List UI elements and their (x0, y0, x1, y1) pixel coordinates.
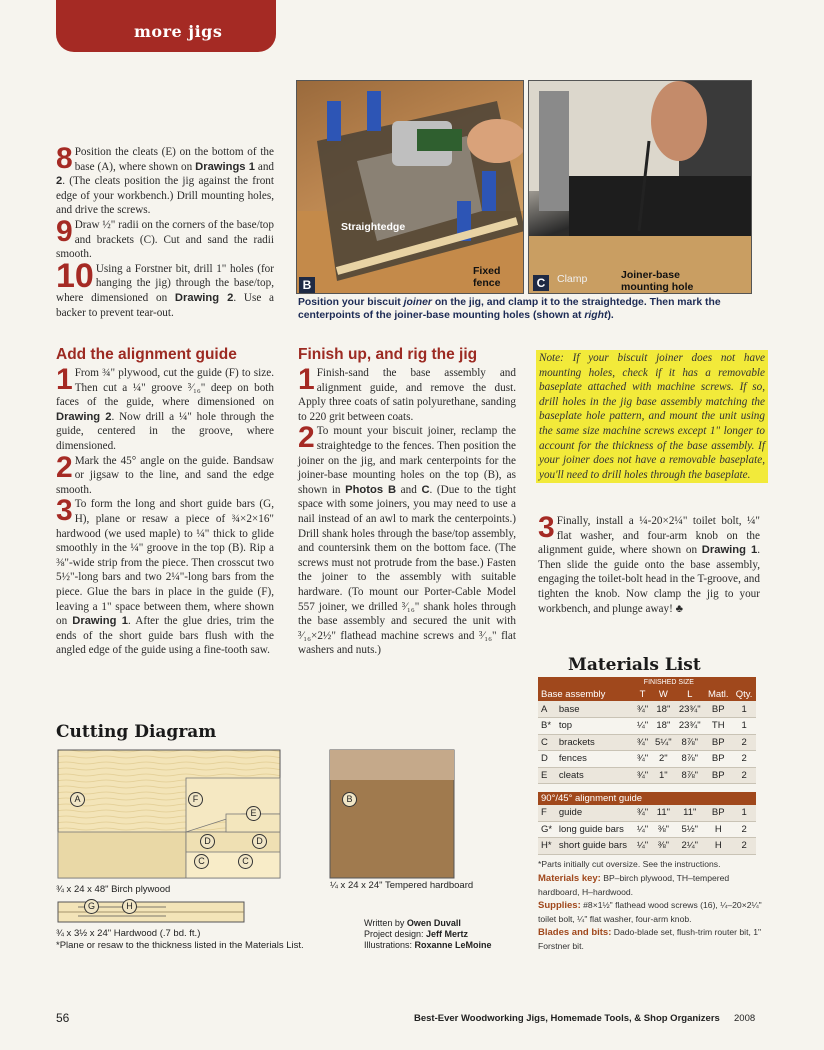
table-cell: 18" (652, 701, 676, 718)
table-cell: TH (704, 718, 732, 735)
part-marker-d2: D (252, 834, 267, 849)
table-row (538, 767, 756, 784)
page-number: 56 (56, 1011, 70, 1025)
label-fixed-fence: Fixed fence (473, 265, 501, 289)
table-cell: BP (704, 734, 732, 751)
table-cell: 1 (732, 718, 756, 735)
table-header-row: FINISHED SIZE (538, 677, 756, 688)
align-step-3: 3 To form the long and short guide bars (G, H), plane or resaw a piece of ¾×2×16" hardwood (we used maple) to ¼" thick to glide smoothly in the ¼" groove in the top (B). Rip a ⅜"-wide strip from the piece. Then crosscut two 5½"-long bars and two 2¼"-long bars from the piece. Glue the bars in place in the guide (F), leaving a 1" space between them, where shown on Drawing 1. After the glue dries, trim the ends of the short guide bars flush with the angled edge of the guide using a fine-tooth saw. (56, 494, 275, 657)
label-straightedge: Straightedge (341, 221, 406, 233)
table-cell: base (556, 701, 634, 718)
table-cell: fences (556, 751, 634, 768)
materials-list-title: Materials List (568, 655, 701, 675)
table-cell: 5¼" (652, 734, 676, 751)
table-cell: long guide bars (556, 821, 634, 838)
table-cell: A (538, 701, 556, 718)
heading-finish-up: Finish up, and rig the jig (298, 346, 478, 363)
table-cell: F (538, 805, 556, 822)
materials-table (538, 677, 756, 855)
table-cell: 8⅞" (675, 734, 704, 751)
credit-design: Project design: Jeff Mertz (364, 929, 469, 939)
table-cell: 5½" (675, 821, 704, 838)
column-1-top (56, 142, 275, 320)
table-cell: H (704, 821, 732, 838)
finish-step-1: 1 Finish-sand the base assembly and alignment guide, and remove the dust. Apply three coats of satin polyurethane, sanding to 220 grit between coats. (298, 363, 516, 423)
photo-c-badge: C (533, 275, 549, 291)
part-marker-f: F (188, 792, 203, 807)
photo-c (528, 80, 752, 294)
table-cell: 2 (732, 751, 756, 768)
table-cell: ¼" (633, 821, 651, 838)
table-cell: ⅜" (652, 838, 676, 855)
finish-step-3: 3 Finally, install a ¼-20×2¼" toilet bolt, ¼" flat washer, and four-arm knob on the alignment guide, where shown on Drawing 1. Then slide the guide onto the base assembly, engaging the toilet-bolt head in the T-groove, and tighten the knob. Now clamp the jig to your workbench, and plunge away! ♣ (538, 511, 760, 615)
table-cell: C (538, 734, 556, 751)
table-cell: 1" (652, 767, 676, 784)
table-row (538, 751, 756, 768)
cutting-footnote: *Plane or resaw to the thickness listed in the Materials List. (56, 940, 304, 951)
table-cell: G* (538, 821, 556, 838)
table-group-row: 90°/45° alignment guide (538, 792, 756, 805)
table-cell: ¼" (633, 718, 651, 735)
label-tempered-hardboard: ¼ x 24 x 24" Tempered hardboard (330, 880, 474, 891)
credit-illustrations: Illustrations: Roxanne LeMoine (364, 940, 492, 950)
table-cell: 11" (652, 805, 676, 822)
materials-key: Materials key: BP–birch plywood, TH–tempered hardboard, H–hardwood. (538, 873, 730, 897)
table-cell: 18" (652, 718, 676, 735)
table-header-row: Base assembly T W L Matl. Qty. (538, 688, 756, 701)
table-cell: 2 (732, 838, 756, 855)
label-clamp: Clamp (557, 273, 588, 285)
table-cell: 8⅞" (675, 767, 704, 784)
table-cell: BP (704, 805, 732, 822)
step-9: 9 Draw ½" radii on the corners of the base/top and brackets (C). Cut and sand the radii smooth. (56, 214, 274, 261)
table-cell: BP (704, 767, 732, 784)
column-2 (298, 363, 517, 658)
step-8: 8 Position the cleats (E) on the bottom of the base (A), where shown on Drawings 1 and 2. (The cleats position the jig against the front edge of your workbench.) Drill mounting holes, and drive the screws. (56, 142, 275, 217)
table-cell: brackets (556, 734, 634, 751)
part-marker-b: B (342, 792, 357, 807)
part-marker-d1: D (200, 834, 215, 849)
table-cell: top (556, 718, 634, 735)
table-cell: D (538, 751, 556, 768)
cutting-diagram-title: Cutting Diagram (56, 722, 217, 742)
table-cell: BP (704, 701, 732, 718)
heading-alignment-guide: Add the alignment guide (56, 346, 237, 363)
materials-footnote: *Parts initially cut oversize. See the instructions. (538, 859, 721, 869)
label-hardwood: ¾ x 3½ x 24" Hardwood (.7 bd. ft.) (56, 928, 201, 939)
part-marker-e: E (246, 806, 261, 821)
table-cell: 8⅞" (675, 751, 704, 768)
table-cell: H (704, 838, 732, 855)
part-marker-a: A (70, 792, 85, 807)
table-cell: short guide bars (556, 838, 634, 855)
align-step-1: 1 From ¾" plywood, cut the guide (F) to size. Then cut a ¼" groove ³⁄₁₆" deep on both faces of the guide, where dimensioned on Drawing 2. Now drill a ¼" hole through the guide, centered in the groove, where dimensioned. (56, 363, 274, 452)
table-cell: cleats (556, 767, 634, 784)
part-marker-g: G (84, 899, 99, 914)
table-cell: 2 (732, 734, 756, 751)
table-cell: guide (556, 805, 634, 822)
publication-title: Best-Ever Woodworking Jigs, Homemade Tools, & Shop Organizers (414, 1013, 720, 1024)
table-cell: 1 (732, 701, 756, 718)
table-cell: 2 (732, 767, 756, 784)
table-row (538, 805, 756, 822)
step-10: 10 Using a Forstner bit, drill 1" holes (for hanging the jig) through the base/top, where dimensioned on Drawing 2. Use a backer to prevent tear-out. (56, 256, 274, 319)
table-row (538, 701, 756, 718)
table-row (538, 718, 756, 735)
table-cell: 11" (675, 805, 704, 822)
materials-blades: Blades and bits: Dado-blade set, flush-trim router bit, 1" Forstner bit. (538, 927, 762, 951)
part-marker-c1: C (194, 854, 209, 869)
photo-b-illustration (297, 81, 524, 294)
part-marker-h: H (122, 899, 137, 914)
table-cell: E (538, 767, 556, 784)
label-mounting-hole: Joiner-base mounting hole (621, 269, 694, 293)
column-3-step-3 (538, 511, 760, 616)
photo-c-illustration (529, 81, 752, 294)
table-cell: ¾" (633, 767, 651, 784)
publication-year: 2008 (734, 1013, 756, 1024)
table-row (538, 838, 756, 855)
credits (364, 918, 492, 951)
credit-writer: Written by Owen Duvall (364, 918, 461, 928)
note-highlighted: Note: If your biscuit joiner does not have mounting holes, check if it has a removable baseplate attached with machine screws. If so, drill holes in the jig base assembly matching the baseplate hole pattern, and mount the unit using the same size machine screws except 1" longer to account for the thickness of the base assembly. If your joiner does not have a removable baseplate, you'll need to drill holes through the baseplate. (536, 350, 768, 483)
table-cell: 2" (652, 751, 676, 768)
table-cell: B* (538, 718, 556, 735)
table-cell: 2 (732, 821, 756, 838)
table-row (538, 821, 756, 838)
table-cell: ¾" (633, 701, 651, 718)
table-cell: ⅜" (652, 821, 676, 838)
table-cell: BP (704, 751, 732, 768)
table-cell: 2¼" (675, 838, 704, 855)
table-cell: ¼" (633, 838, 651, 855)
section-tab: more jigs (56, 0, 276, 52)
column-1-alignment (56, 363, 275, 658)
align-step-2: 2 Mark the 45° angle on the guide. Bandsaw or jigsaw to the line, and sand the edge smooth. (56, 450, 274, 496)
photo-b (296, 80, 524, 294)
label-birch-plywood: ¾ x 24 x 48" Birch plywood (56, 884, 171, 895)
table-cell: 23¾" (675, 718, 704, 735)
table-cell: ¾" (633, 751, 651, 768)
photo-b-badge: B (299, 277, 315, 293)
materials-supplies: Supplies: #8×1½" flathead wood screws (16), ¼–20×2¼" toilet bolt, ¼" flat washer, four-arm knob. (538, 900, 762, 924)
table-cell: ¾" (633, 734, 651, 751)
table-cell: 23¾" (675, 701, 704, 718)
table-row (538, 734, 756, 751)
photo-caption: Position your biscuit joiner on the jig, and clamp it to the straightedge. Then mark the centerpoints of the joiner-base mounting holes (shown at right). (298, 297, 721, 321)
table-cell: 1 (732, 805, 756, 822)
table-cell: ¾" (633, 805, 651, 822)
finish-step-2: 2 To mount your biscuit joiner, reclamp the straightedge to the fences. Then position the joiner on the jig, and mark centerpoints for the joiner-base mounting holes on the top (B), as shown in Photos B and C. (Due to the tight space with some joiners, you may need to use a nail instead of an awl to mark the centerpoints.) Drill shank holes through the base/top assembly, and countersink them on the bottom face. (The screws must not protrude from the base.) Fasten the joiner to the assembly with suitable hardware. (To mount our Porter-Cable Model 557 joiner, we drilled ³⁄₁₆" shank holes through the base assembly and secured the unit with ³⁄₁₆×2½" flathead machine screws and ³⁄₁₆" flat washers and nuts.) (298, 421, 517, 657)
part-marker-c2: C (238, 854, 253, 869)
table-cell: H* (538, 838, 556, 855)
